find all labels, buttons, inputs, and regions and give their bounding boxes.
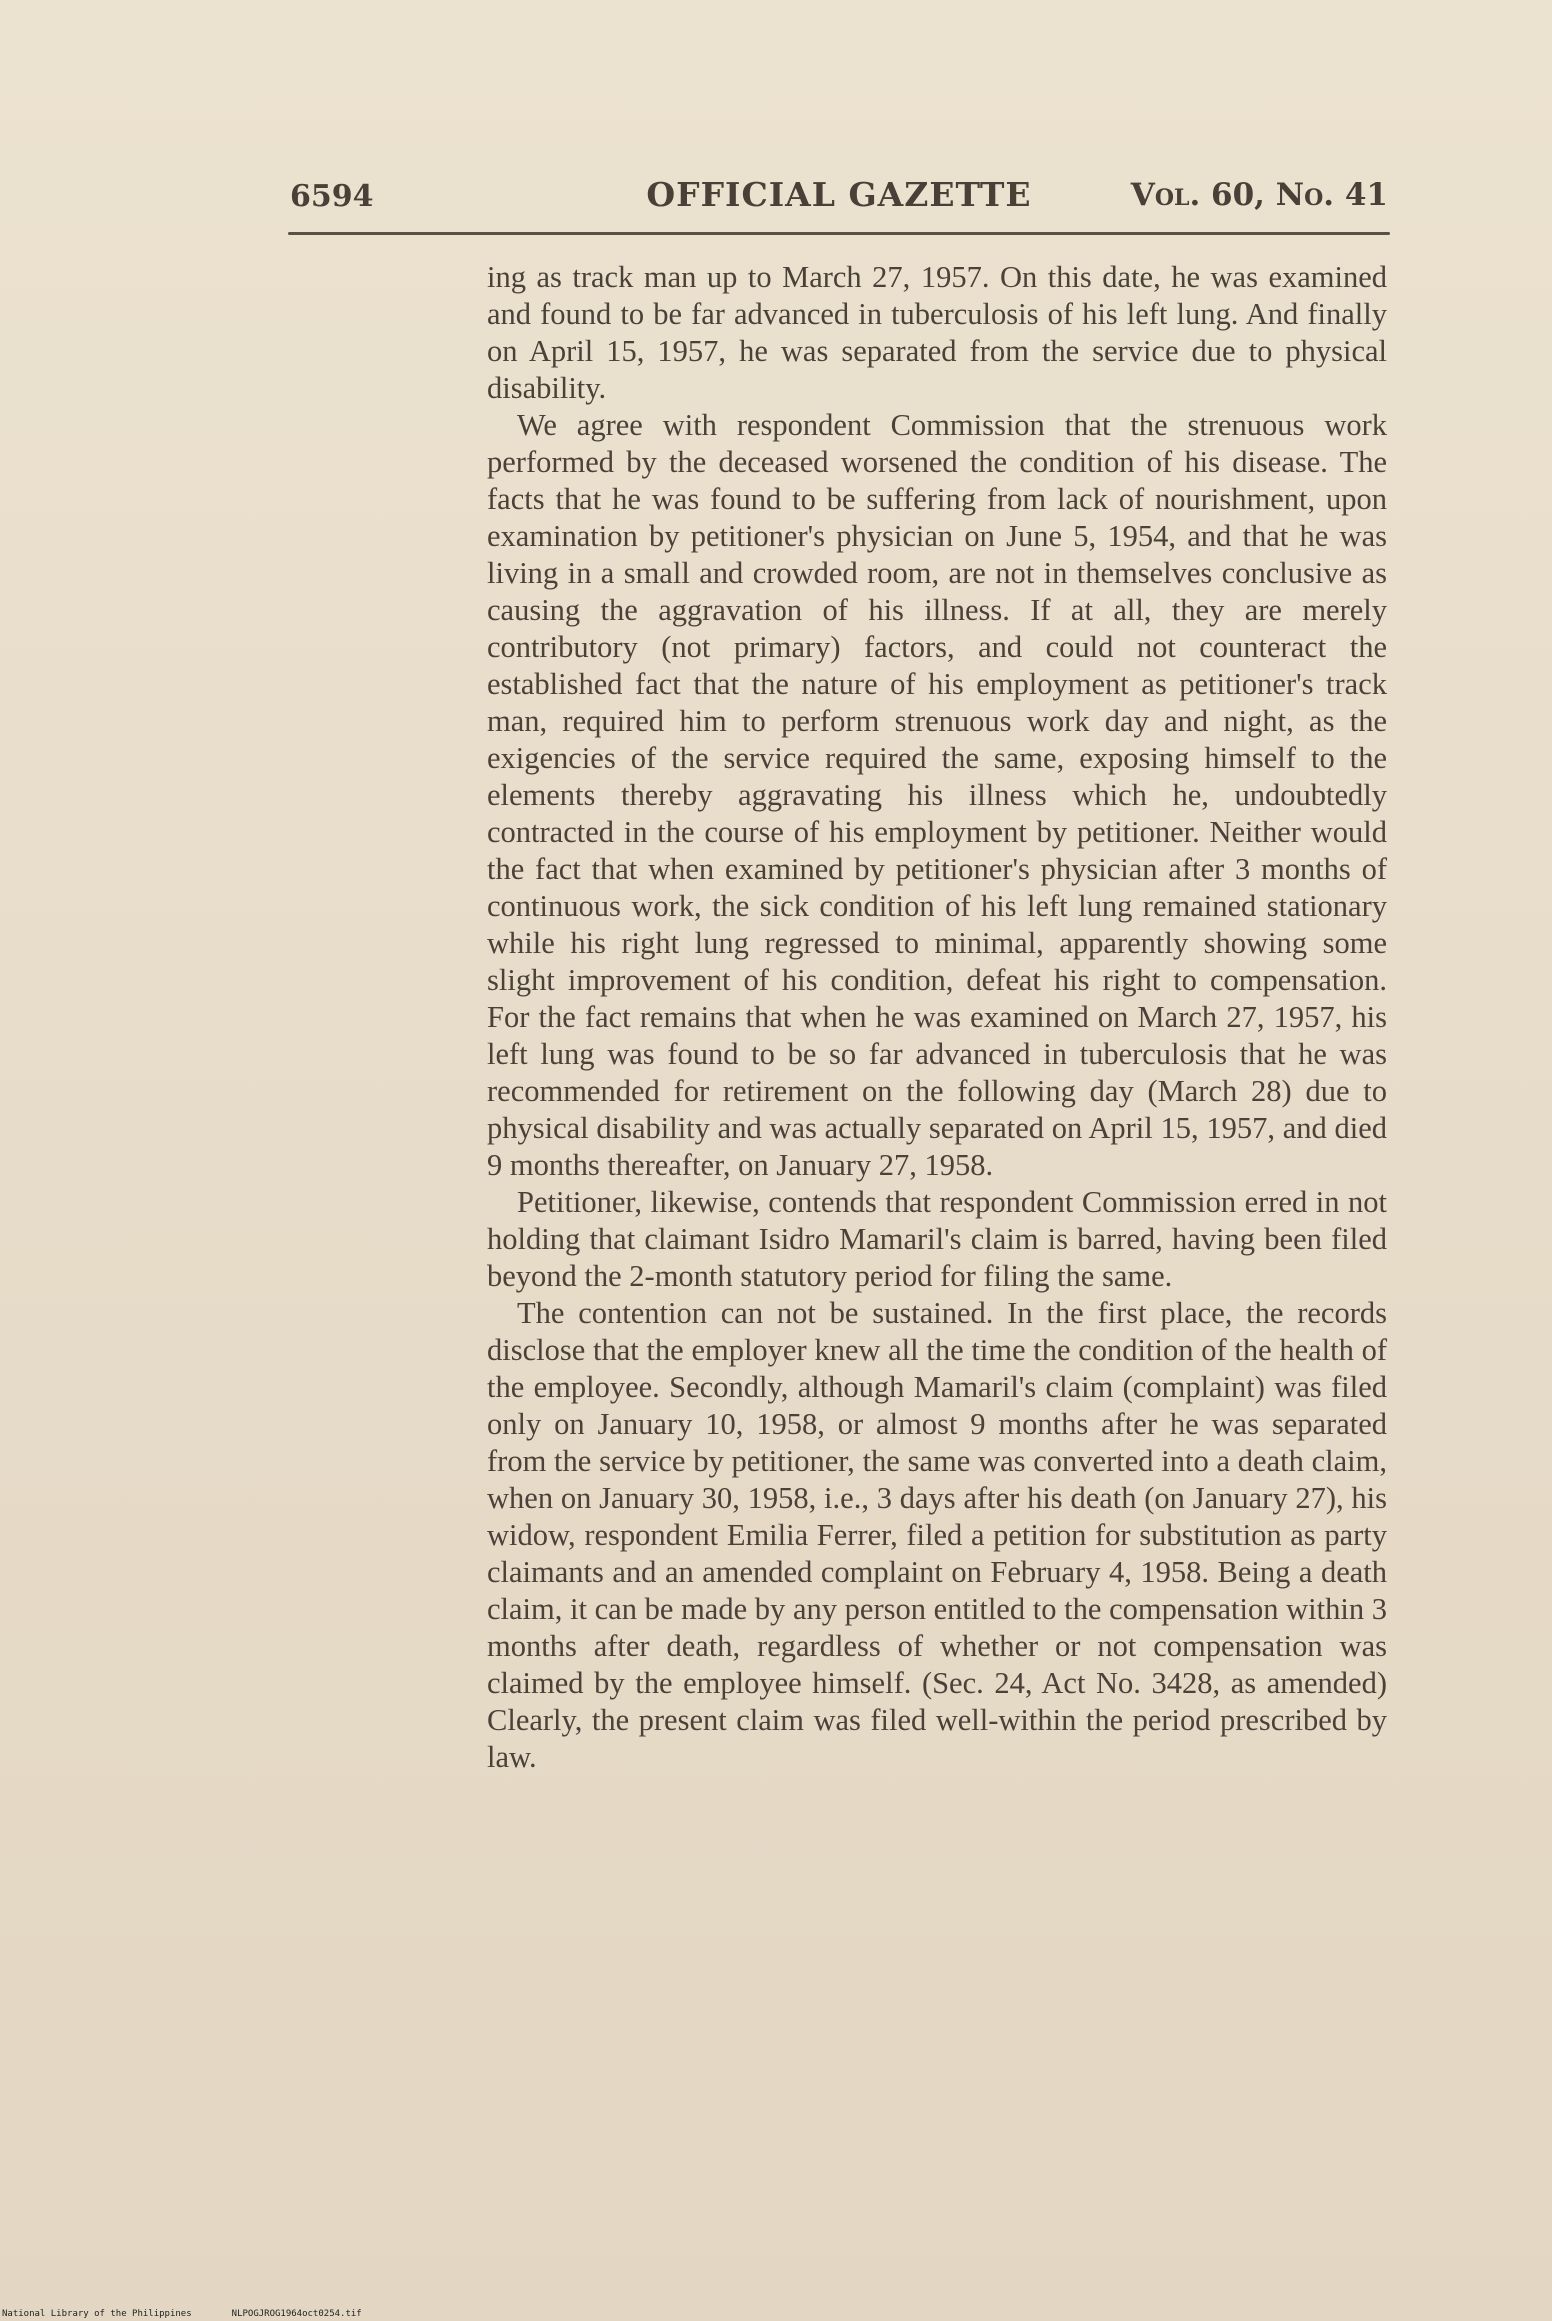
footer-library: National Library of the Philippines [2,2309,192,2319]
volume-issue: Vol. 60, No. 41 [1130,177,1388,213]
page-number: 6594 [290,179,374,214]
footer-file-id: NLPOGJROG1964oct0254.tif [231,2309,362,2319]
publication-title: OFFICIAL GAZETTE [646,175,1032,214]
paragraph: The contention can not be sustained. In the first place, the records disclose that the employer knew all the time the condition of the health of the employee. Secondly, although Mamaril's claim (complaint) was filed only on January 10, 1958, or almost 9 months after he was separated from the service by petitioner, the same was converted into a death claim, when on January 30, 1958, i.e., 3 days after his death (on January 27), his widow, respondent Emilia Ferrer, filed a petition for substitution as party claimants and an amended complaint on February 4, 1958. Being a death claim, it can be made by any person entitled to the compensation within 3 months after death, regardless of whether or not compensation was claimed by the employee himself. (Sec. 24, Act No. 3428, as amended) Clearly, the present claim was filed well-within the period prescribed by law. [487,1296,1387,1774]
body-text [487,259,1387,1776]
page-header [290,175,1388,223]
paragraph-continuation: ing as track man up to March 27, 1957. On this date, he was examined and found to be far advanced in tuberculosis of his left lung. And finally on April 15, 1957, he was separated from the service due to physical disability. [487,260,1387,405]
paragraph: Petitioner, likewise, contends that respondent Commission erred in not holding that claimant Isidro Mamaril's claim is barred, having been filed beyond the 2-month statutory period for filing the same. [487,1185,1387,1293]
paragraph: We agree with respondent Commission that the strenuous work performed by the deceased worsened the condition of his disease. The facts that he was found to be suffering from lack of nourishment, upon examination by petitioner's physician on June 5, 1954, and that he was living in a small and crowded room, are not in themselves conclusive as causing the aggravation of his illness. If at all, they are merely contributory (not primary) factors, and could not counteract the established fact that the nature of his employment as petitioner's track man, required him to perform strenuous work day and night, as the exigencies of the service required the same, exposing himself to the elements thereby aggravating his illness which he, undoubtedly contracted in the course of his employment by petitioner. Neither would the fact that when examined by petitioner's physician after 3 months of continuous work, the sick condition of his left lung remained stationary while his right lung regressed to minimal, apparently showing some slight improvement of his condition, defeat his right to compensation. For the fact remains that when he was examined on March 27, 1957, his left lung was found to be so far advanced in tuberculosis that he was recommended for retirement on the following day (March 28) due to physical disability and was actually separated on April 15, 1957, and died 9 months thereafter, on January 27, 1958. [487,408,1387,1182]
scan-footer [2,2309,362,2319]
header-rule [288,232,1390,235]
